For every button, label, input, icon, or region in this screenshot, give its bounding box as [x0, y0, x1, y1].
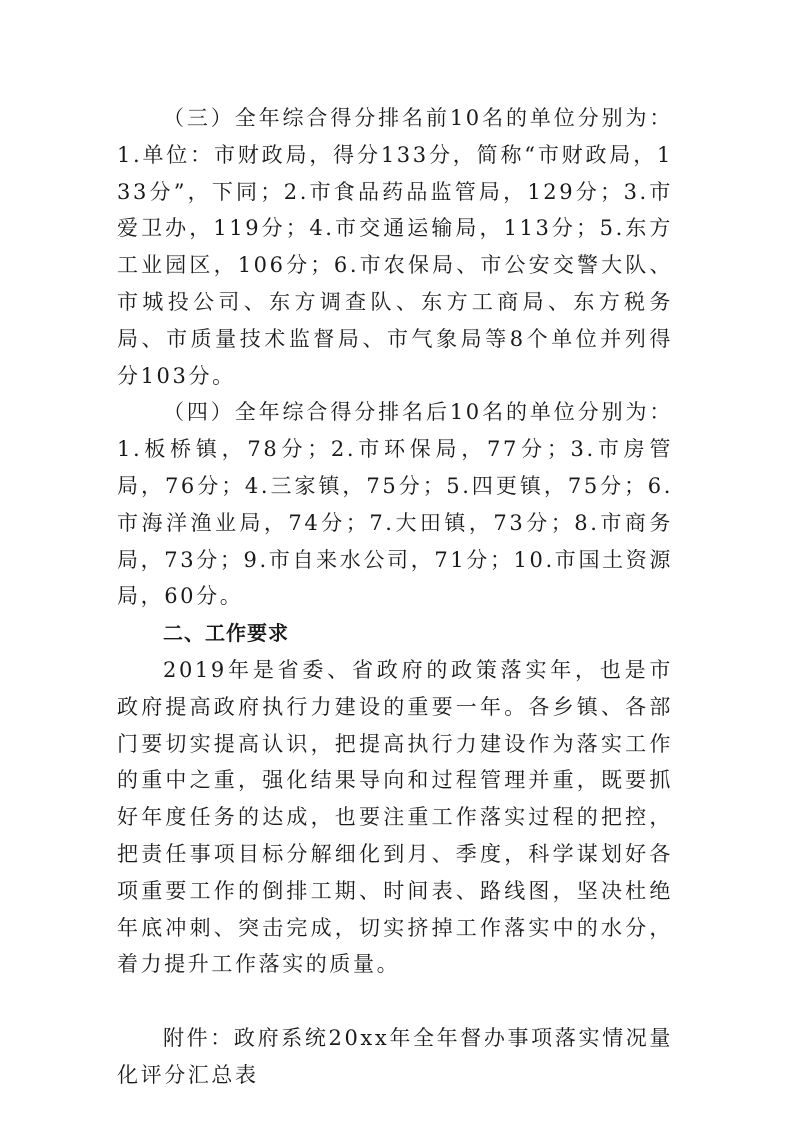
section-heading-work-requirements: 二、工作要求 — [163, 621, 289, 646]
paragraph-top10-ranking: （三）全年综合得分排名前10名的单位分别为：1.单位：市财政局，得分133分，简称“市财政局，133分”，下同；2.市食品药品监管局，129分；3.市爱卫办，119分；4.市交通运输局，113分；5.东方工业园区，106分；6.市农保局、市公安交警大队、市城投公司、东方调查队、东方工商局、东方税务局、市质量技术监督局、市气象局等8个单位并列得分103分。 — [117, 106, 673, 388]
document-page — [117, 100, 673, 1094]
paragraph-bottom10-ranking: （四）全年综合得分排名后10名的单位分别为：1.板桥镇，78分；2.市环保局，77分；3.市房管局，76分；4.三家镇，75分；5.四更镇，75分；6.市海洋渔业局，74分；7.大田镇，73分；8.市商务局，73分；9.市自来水公司，71分；10.市国土资源局，60分。 — [117, 400, 673, 609]
blank-line — [117, 983, 673, 1020]
paragraph-attachment: 附件：政府系统20xx年全年督办事项落实情况量化评分汇总表 — [117, 1026, 673, 1087]
paragraph-work-requirements: 2019年是省委、省政府的政策落实年，也是市政府提高政府执行力建设的重要一年。各乡镇、各部门要切实提高认识，把提高执行力建设作为落实工作的重中之重，强化结果导向和过程管理并重，既要抓好年度任务的达成，也要注重工作落实过程的把控，把责任事项目标分解细化到月、季度，科学谋划好各项重要工作的倒排工期、时间表、路线图，坚决杜绝年底冲刺、突击完成，切实挤掉工作落实中的水分，着力提升工作落实的质量。 — [117, 657, 673, 977]
